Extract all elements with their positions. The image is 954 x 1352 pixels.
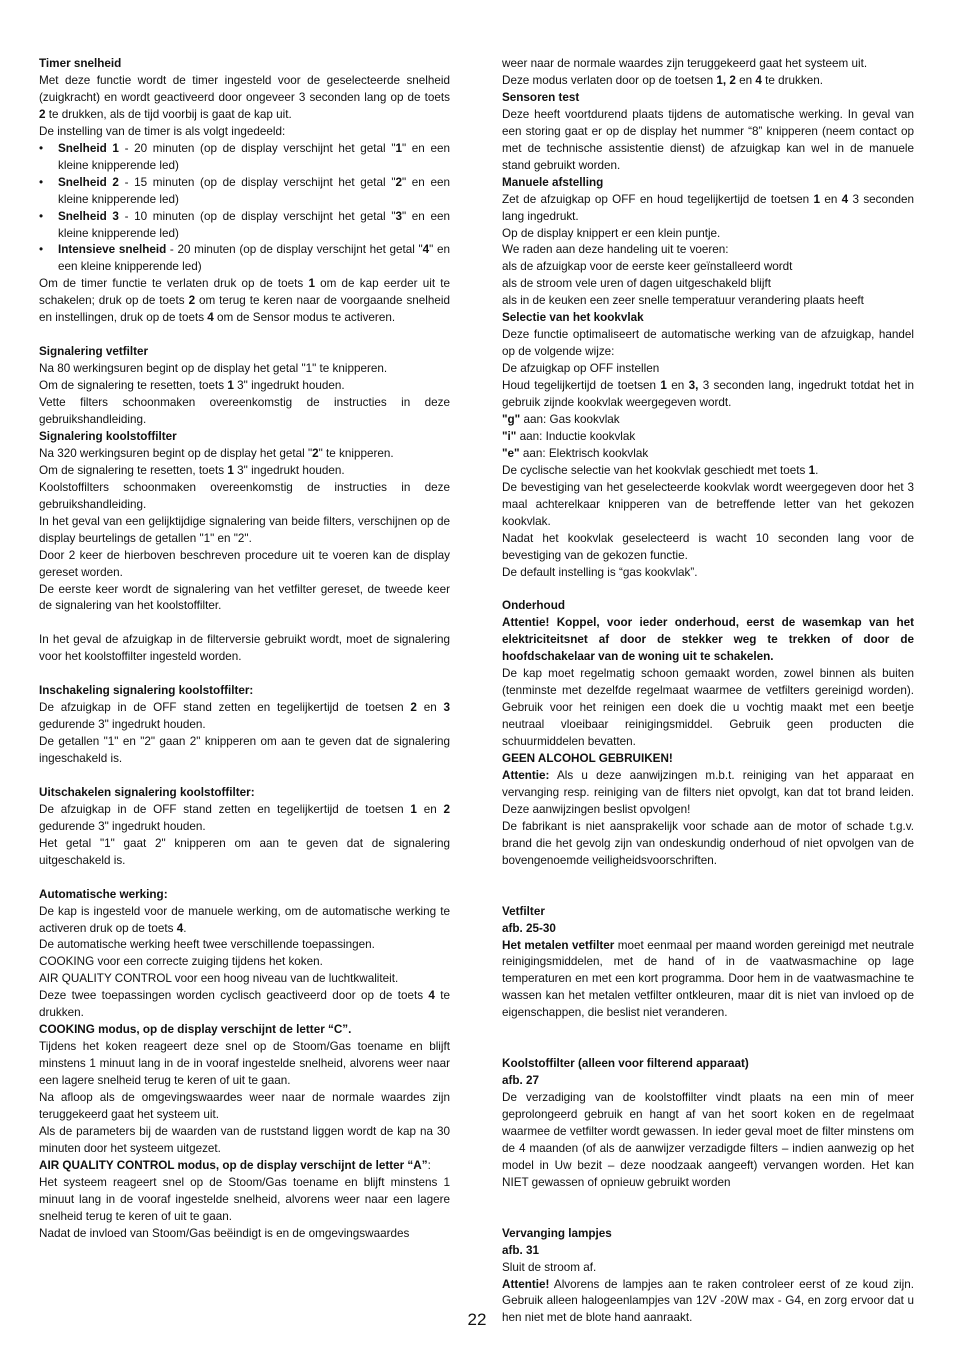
text-run: In het geval van een gelijktijdige signalering van beide filters, verschijnen op de display beurtelings de getallen "1" en "2". <box>39 514 450 545</box>
text-run: Na 320 werkingsuren begint op de display het getal " <box>39 446 313 460</box>
section-heading: Vervanging lampjes <box>502 1226 612 1240</box>
paragraph-spacer <box>502 582 914 599</box>
section-heading: Koolstoffilter (alleen voor filterend apparaat) <box>502 1057 749 1071</box>
bold-text: "i" <box>502 429 517 443</box>
paragraph <box>502 666 914 751</box>
text-run: als de stroom vele uren of dagen uitgeschakeld blijft <box>502 277 771 291</box>
bold-text: 3, <box>688 379 699 393</box>
section-heading: Sensoren test <box>502 90 580 104</box>
text-run: om de kap eerder uit te schakelen; druk op de toets <box>39 277 450 308</box>
paragraph <box>502 412 914 429</box>
list-item <box>39 141 450 175</box>
text-run: : <box>427 1158 431 1172</box>
text-run: De verzadiging van de koolstoffilter vindt plaats na een min of meer geprolongeerd gebruik en hangt af van het soort koken en de regelmaat waarmee de vetfilter wordt gewassen. In ieder geval moet de filter minstens om de 4 maanden (of als de aanwijzer verzadigde filters – indien aanwezig op het model in Uw bezit – deze noodzaak aangeeft) vervangen worden. Het kan NIET gewassen of opnieuw gebruikt worden <box>502 1091 914 1189</box>
text-run: Om de timer functie te verlaten druk op de toets <box>39 277 309 291</box>
text-run: De cyclische selectie van het kookvlak geschiedt met toets <box>502 463 809 477</box>
text-run: - 15 minuten (op de display verschijnt het getal " <box>118 175 396 189</box>
bold-text: Snelheid 2 <box>58 175 119 189</box>
paragraph <box>502 73 914 90</box>
paragraph <box>39 836 450 870</box>
text-run: als in de keuken een zeer snelle temperatuur verandering plaats heeft <box>502 294 864 308</box>
text-run: COOKING voor een correcte zuiging tijdens het koken. <box>39 955 323 969</box>
text-run: Nadat de invloed van Stoom/Gas beëindigt is en de omgevingswaardes <box>39 1226 410 1240</box>
text-run: In het geval de afzuigkap in de filterversie gebruikt wordt, moet de signalering voor het koolstoffilter ingesteld worden. <box>39 633 450 664</box>
text-run: 3 seconden lang ingedrukt. <box>502 192 915 223</box>
paragraph <box>502 192 914 226</box>
paragraph-spacer <box>502 870 914 887</box>
paragraph <box>39 1175 450 1226</box>
text-run: te drukken, als de tijd voorbij is gaat de kap uit. <box>45 107 292 121</box>
paragraph <box>502 293 914 310</box>
text-run: als de afzuigkap voor de eerste keer geïnstalleerd wordt <box>502 260 793 274</box>
text-run: - 20 minuten (op de display verschijnt het getal " <box>166 243 423 257</box>
paragraph-spacer <box>502 1022 914 1039</box>
paragraph-spacer <box>502 1039 914 1056</box>
paragraph <box>39 361 450 378</box>
paragraph <box>39 378 450 395</box>
paragraph <box>39 937 450 954</box>
bold-text: 4 <box>207 311 214 325</box>
bold-text: 1 <box>308 277 315 291</box>
paragraph <box>39 548 450 582</box>
list-item <box>39 209 450 243</box>
bold-text: 1 <box>813 192 821 206</box>
text-run: Om de signalering te resetten, toets <box>39 463 228 477</box>
text-run: " en een kleine knipperende led) <box>58 209 450 240</box>
paragraph-spacer <box>39 870 450 887</box>
text-run: Deze modus verlaten door op de toetsen <box>502 73 717 87</box>
paragraph <box>39 124 450 141</box>
paragraph <box>39 480 450 514</box>
paragraph <box>39 700 450 734</box>
paragraph <box>39 1124 450 1158</box>
paragraph <box>502 276 914 293</box>
text-run: Het systeem reageert snel op de Stoom/Gas toename en blijft minstens 1 minuut lang in de vooraf ingestelde snelheid, alvorens weer naar een lagere snelheid terug te keren of uit te gaan. <box>39 1175 450 1223</box>
bullet-list <box>39 141 450 277</box>
text-run: Nadat het kookvlak geselecteerd is wacht 10 seconden lang voor de bevestiging van de gekozen functie. <box>502 531 914 562</box>
text-run: De eerste keer wordt de signalering van het vetfilter gereset, de tweede keer de signalering van het koolstoffilter. <box>39 582 450 613</box>
section-heading: Automatische werking: <box>39 887 168 901</box>
page-number: 22 <box>467 1310 487 1329</box>
text-run: We raden aan deze handeling uit te voeren: <box>502 243 729 257</box>
paragraph <box>39 1226 450 1243</box>
text-run: Om de signalering te resetten, toets <box>39 379 228 393</box>
list-item <box>39 175 450 209</box>
paragraph <box>502 480 914 531</box>
section-heading: Selectie van het kookvlak <box>502 311 644 325</box>
text-run: te drukken. <box>761 73 823 87</box>
section-heading: Signalering koolstoffilter <box>39 429 177 443</box>
bold-text: 1 <box>227 379 234 393</box>
paragraph <box>39 276 450 327</box>
text-run: De afzuigkap in de OFF stand zetten en tegelijkertijd de toetsen <box>39 701 411 715</box>
section-heading: afb. 27 <box>502 1074 540 1088</box>
text-run: De automatische werking heeft twee verschillende toepassingen. <box>39 938 375 952</box>
text-run: Zet de afzuigkap op OFF en houd tegelijkertijd de toetsen <box>502 192 814 206</box>
text-run: De getallen "1" en "2" gaan 2" knipperen om aan te geven dat de signalering ingeschakeld is. <box>39 735 450 766</box>
text-run: moet eenmaal per maand worden gereinigd met neutrale reinigingsmiddelen, met de hand of in de vaatwasmachine op lage temperaturen en met een kort programma. Door hem in de vaatwasmachine te wassen kan het metalen vetfilter ontkleuren, maar dit is niet van invloed op de eigenschappen, die beslist niet veranderen. <box>502 938 914 1020</box>
text-run: Sluit de stroom af. <box>502 1260 597 1274</box>
paragraph-spacer <box>502 1209 914 1226</box>
paragraph <box>39 988 450 1022</box>
text-run: De afzuigkap in de OFF stand zetten en tegelijkertijd de toetsen <box>39 802 411 816</box>
text-run: Het getal "1" gaat 2" knipperen om aan te geven dat de signalering uitgeschakeld is. <box>39 836 450 867</box>
paragraph <box>502 259 914 276</box>
section-heading: afb. 25-30 <box>502 921 556 935</box>
bold-text: 1, 2 <box>716 73 736 87</box>
paragraph-spacer <box>502 887 914 904</box>
bold-text: 1 <box>660 379 667 393</box>
text-run: Vette filters schoonmaken overeenkomstig de instructies in deze gebruikshandleiding. <box>39 396 450 426</box>
section-heading: afb. 31 <box>502 1243 540 1257</box>
bold-text: Attentie! <box>502 1277 550 1291</box>
left-column <box>39 56 450 1243</box>
section-heading: Signalering vetfilter <box>39 345 149 359</box>
text-run: om terug te keren naar de voorgaande snelheid en instellingen, druk op de toets <box>39 294 450 325</box>
paragraph <box>39 514 450 548</box>
paragraph <box>39 1039 450 1090</box>
bold-text: Het metalen vetfilter <box>502 938 615 952</box>
paragraph <box>502 107 914 175</box>
text-run: Deze heeft voortdurend plaats tijdens de automatische werking. In geval van een storing gaat er op de display het nummer “8” knipperen (neem contact op met de technische assistentie dienst) de afzuigkap kan wel in de manuele stand gebruikt worden. <box>502 107 914 172</box>
text-run: en <box>416 802 444 816</box>
section-heading: Manuele afstelling <box>502 175 604 189</box>
paragraph <box>502 242 914 259</box>
paragraph <box>502 1260 914 1277</box>
paragraph <box>502 819 914 870</box>
bold-text: 4 <box>755 73 762 87</box>
bold-text: 3 <box>395 209 402 223</box>
bold-text: "g" <box>502 413 521 427</box>
bold-text: Attentie: <box>502 769 550 783</box>
section-heading: Onderhoud <box>502 599 565 613</box>
text-run: Als u deze aanwijzingen m.b.t. reiniging van het apparaat en vervanging resp. reiniging van de filters niet opvolgt, kan dat tot brand leiden. Deze aanwijzingen beslist opvolgen! <box>502 769 914 816</box>
paragraph <box>502 565 914 582</box>
text-run: Deze twee toepassingen worden cyclisch geactiveerd door op de toets <box>39 989 429 1003</box>
text-run: De default instelling is “gas kookvlak”. <box>502 565 698 579</box>
text-run: 3" ingedrukt houden. <box>233 463 345 477</box>
paragraph <box>39 446 450 463</box>
section-heading: Vetfilter <box>502 904 545 918</box>
bold-text: 2 <box>443 802 450 816</box>
text-run: - 10 minuten (op de display verschijnt het getal " <box>118 209 396 223</box>
text-run: " te knipperen. <box>318 446 394 460</box>
bold-text: Attentie! Koppel, voor ieder onderhoud, eerst de wasemkap van het elektriciteitsnet af door de stekker weg te trekken of door de hoofdschakelaar van de woning uit te schakelen. <box>502 616 914 664</box>
bold-text: 4 <box>841 192 849 206</box>
paragraph <box>502 1090 914 1192</box>
bold-text: 2 <box>395 175 402 189</box>
text-run: en <box>416 701 444 715</box>
text-run: Koolstoffilters schoonmaken overeenkomstig de instructies in deze gebruikshandleiding. <box>39 480 450 511</box>
paragraph <box>502 429 914 446</box>
bold-text: 4 <box>422 243 430 257</box>
bold-text: AIR QUALITY CONTROL modus, op de display verschijnt de letter “A” <box>39 1158 428 1172</box>
paragraph <box>502 226 914 243</box>
text-run: AIR QUALITY CONTROL voor een hoog niveau van de luchtkwaliteit. <box>39 972 399 986</box>
paragraph <box>502 531 914 565</box>
text-run: De kap moet regelmatig schoon gemaakt worden, zowel binnen als buiten (tenminste met dezelfde regelmaat waarmee de vetfilters gereinigd worden). Gebruik voor het reinigen een doek die u vochtig maakt met een beetje neutraal vloeibaar reinigingsmiddel. Gebruik geen producten die schuurmiddelen bevatten. <box>502 667 914 749</box>
text-run: gedurende 3" ingedrukt houden. <box>39 819 206 833</box>
section-heading: Inschakeling signalering koolstoffilter: <box>39 684 254 698</box>
text-run: en <box>820 192 842 206</box>
paragraph-spacer <box>39 327 450 344</box>
text-run: Door 2 keer de hierboven beschreven procedure uit te voeren kan de display gereset worden. <box>39 548 450 579</box>
text-run: aan: Elektrisch kookvlak <box>519 446 649 460</box>
list-item <box>39 242 450 276</box>
text-run: De kap is ingesteld voor de manuele werking, om de automatische werking te activeren druk op de toets <box>39 904 450 935</box>
paragraph <box>39 582 450 616</box>
paragraph <box>39 904 450 938</box>
text-run: Deze functie optimaliseert de automatische werking van de afzuigkap, handel op de volgende wijze: <box>502 328 914 359</box>
right-column <box>502 56 914 1327</box>
text-run: te drukken. <box>39 989 451 1020</box>
text-run: " en een kleine knipperende led) <box>58 141 450 172</box>
text-run: 3 seconden lang, ingedrukt totdat het in gebruik zijnde kookvlak weergegeven wordt. <box>502 379 914 410</box>
text-run: Op de display knippert er een klein puntje. <box>502 226 721 240</box>
text-run: Tijdens het koken reageert deze snel op de Stoom/Gas toename en blijft minstens 1 minuut lang in de in vooraf ingestelde snelheid, alvorens weer naar een lagere snelheid terug te keren of uit te gaan. <box>39 1040 450 1088</box>
paragraph <box>39 1158 450 1175</box>
text-run: Alvorens de lampjes aan te raken controleer eerst of ze koud zijn. Gebruik alleen halogeenlampjes van 12V -20W max - G4, en zorg ervoor dat u hen niet met de blote hand aanraakt. <box>502 1277 914 1325</box>
text-run: weer naar de normale waardes zijn teruggekeerd gaat het systeem uit. <box>502 57 868 70</box>
text-run: . <box>183 921 187 935</box>
bold-text: 2 <box>312 446 319 460</box>
bold-text: Snelheid 3 <box>58 209 119 223</box>
text-run: " en een kleine knipperende led) <box>58 175 450 206</box>
text-run: en <box>666 379 689 393</box>
paragraph <box>39 734 450 768</box>
section-heading: Uitschakelen signalering koolstoffilter: <box>39 785 255 799</box>
text-run: Houd tegelijkertijd de toetsen <box>502 379 661 393</box>
text-run: 3" ingedrukt houden. <box>233 379 345 393</box>
paragraph <box>502 463 914 480</box>
bold-text: 2 <box>188 294 196 308</box>
text-run: aan: Inductie kookvlak <box>516 429 636 443</box>
text-run: gedurende 3" ingedrukt houden. <box>39 718 206 732</box>
bold-text: 4 <box>428 989 435 1003</box>
bold-text: 2 <box>410 701 417 715</box>
text-run: . <box>815 463 819 477</box>
bold-text: 1 <box>410 802 417 816</box>
bold-text: 2 <box>39 107 46 121</box>
text-run: om de Sensor modus te activeren. <box>213 311 396 325</box>
text-run: De instelling van de timer is als volgt ingedeeld: <box>39 124 286 138</box>
bold-text: 1 <box>227 463 234 477</box>
paragraph <box>502 361 914 378</box>
section-heading: Timer snelheid <box>39 57 122 70</box>
bold-text: 4 <box>176 921 184 935</box>
paragraph <box>39 463 450 480</box>
paragraph-spacer <box>502 1192 914 1209</box>
paragraph <box>502 938 914 1023</box>
bold-text: 1 <box>395 141 402 155</box>
text-run: De fabrikant is niet aansprakelijk voor schade aan de motor of schade t.g.v. brand die het gevolg zijn van ondeskundig onderhoud of niet opvolgen van de bovengenoemde veiligheidsvoorschriften. <box>502 819 914 867</box>
bold-text: Intensieve snelheid <box>58 243 167 257</box>
text-run: - 20 minuten (op de display verschijnt het getal " <box>118 141 396 155</box>
paragraph <box>39 954 450 971</box>
text-run: " en een kleine knipperende led) <box>58 243 450 274</box>
text-run: Als de parameters bij de waarden van de ruststand liggen wordt de kap na 30 minuten door het systeem uitgezet. <box>39 1124 450 1155</box>
paragraph <box>502 378 914 412</box>
text-run: en <box>735 73 756 87</box>
text-run: Na 80 werkingsuren begint op de display het getal "1" te knipperen. <box>39 362 388 376</box>
paragraph <box>502 327 914 361</box>
text-run: De afzuigkap op OFF instellen <box>502 362 660 376</box>
paragraph <box>39 632 450 666</box>
text-run: aan: Gas kookvlak <box>520 413 620 427</box>
paragraph <box>39 73 450 124</box>
paragraph-spacer <box>39 615 450 632</box>
paragraph <box>39 802 450 836</box>
paragraph <box>502 615 914 666</box>
bold-text: 3 <box>443 701 450 715</box>
text-run: Na afloop als de omgevingswaardes weer naar de normale waardes zijn teruggekeerd gaat het systeem uit. <box>39 1091 450 1122</box>
text-run: Met deze functie wordt de timer ingesteld voor de geselecteerde snelheid (zuigkracht) en wordt geactiveerd door ongeveer 3 seconden lang op de toets <box>39 73 450 104</box>
paragraph <box>39 1090 450 1124</box>
paragraph-spacer <box>39 768 450 785</box>
bold-text: Snelheid 1 <box>58 141 119 155</box>
text-run: De bevestiging van het geselecteerde kookvlak wordt weergegeven door het 3 maal achterelkaar knipperen van de betreffende letter van het gekozen kookvlak. <box>502 480 914 528</box>
paragraph-spacer <box>39 666 450 683</box>
bold-text: "e" <box>502 446 520 460</box>
section-heading: COOKING modus, op de display verschijnt de letter “C”. <box>39 1023 352 1037</box>
paragraph <box>502 768 914 819</box>
paragraph <box>502 56 914 73</box>
paragraph <box>39 395 450 429</box>
bold-text: 1 <box>808 463 816 477</box>
section-heading: GEEN ALCOHOL GEBRUIKEN! <box>502 752 673 766</box>
paragraph <box>39 971 450 988</box>
paragraph <box>502 446 914 463</box>
